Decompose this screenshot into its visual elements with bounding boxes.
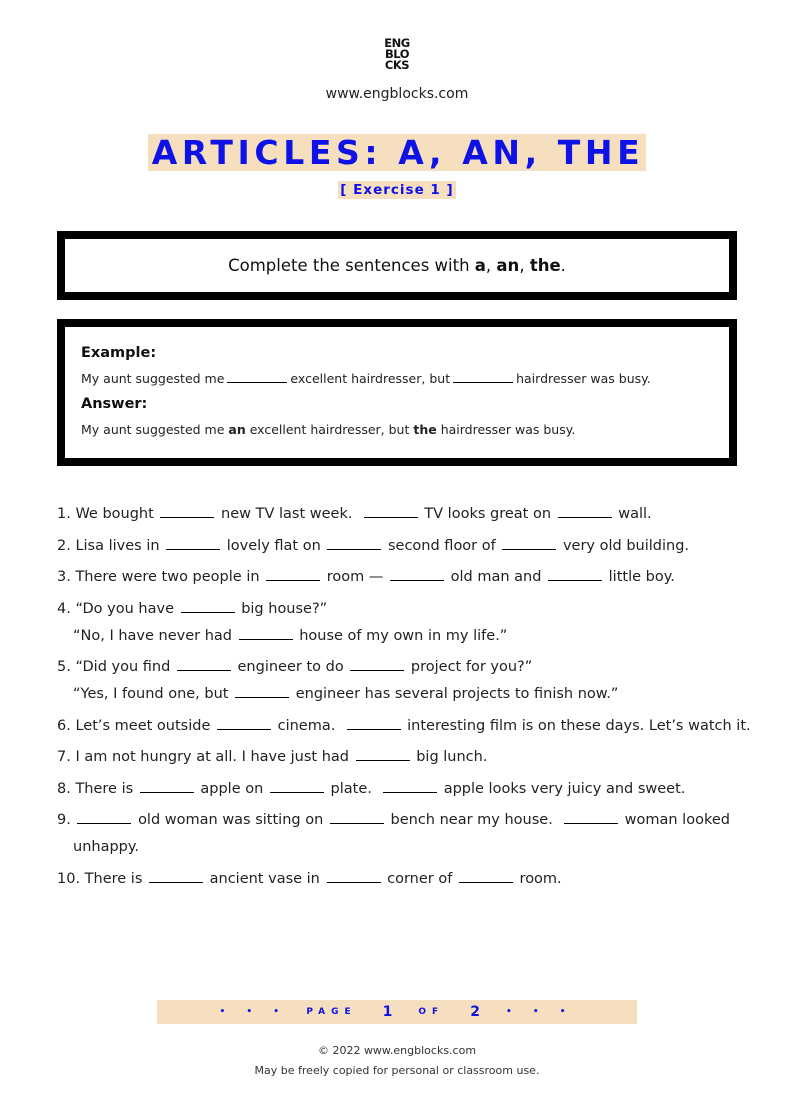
question-5: 5. “Did you find engineer to do project for you?” “Yes, I found one, but engineer has several projects to finish now.” <box>57 656 757 705</box>
page-title: ARTICLES: A, AN, THE <box>148 134 647 171</box>
engblocks-logo: ENG BLO CKS <box>384 36 410 72</box>
question-4-continued: “No, I have never had house of my own in my life.” <box>73 627 508 644</box>
blank-line <box>453 371 513 383</box>
example-sentence: My aunt suggested me excellent hairdresser, but hairdresser was busy. <box>81 371 651 386</box>
instruction-text: Complete the sentences with a, an, the. <box>228 256 566 275</box>
blank-line <box>227 371 287 383</box>
blank-line[interactable] <box>177 657 231 671</box>
question-list <box>57 503 757 899</box>
question-3: 3. There were two people in room — old man and little boy. <box>57 569 675 585</box>
blank-line[interactable] <box>390 567 444 581</box>
blank-line[interactable] <box>364 504 418 518</box>
blank-line[interactable] <box>160 504 214 518</box>
answer-sentence: My aunt suggested me an excellent hairdresser, but the hairdresser was busy. <box>81 422 576 437</box>
blank-line[interactable] <box>327 869 381 883</box>
copyright-text: © 2022 www.engblocks.com <box>317 1044 477 1057</box>
question-7: 7. I am not hungry at all. I have just had big lunch. <box>57 749 488 765</box>
question-10: 10. There is ancient vase in corner of room. <box>57 870 562 887</box>
blank-line[interactable] <box>217 716 271 730</box>
blank-line[interactable] <box>270 779 324 793</box>
blank-line[interactable] <box>235 684 289 698</box>
blank-line[interactable] <box>548 567 602 581</box>
blank-line[interactable] <box>166 536 220 550</box>
example-label: Example: <box>81 345 157 361</box>
question-2: 2. Lisa lives in lovely flat on second floor of very old building. <box>57 537 690 554</box>
blank-line[interactable] <box>350 657 404 671</box>
page-indicator: • • • PAGE 1 OF 2 • • • <box>157 1000 637 1024</box>
question-9-continued: unhappy. <box>73 839 139 855</box>
site-url[interactable]: www.engblocks.com <box>325 86 469 102</box>
question-8: 8. There is apple on plate. apple looks very juicy and sweet. <box>57 780 686 797</box>
question-9: 9. old woman was sitting on bench near my house. woman looked unhappy. <box>57 809 757 858</box>
question-1: 1. We bought new TV last week. TV looks great on wall. <box>57 506 652 522</box>
blank-line[interactable] <box>564 810 618 824</box>
blank-line[interactable] <box>181 599 235 613</box>
total-page-number: 2 <box>470 1004 480 1020</box>
blank-line[interactable] <box>347 716 401 730</box>
usage-note: May be freely copied for personal or classroom use. <box>254 1064 540 1077</box>
blank-line[interactable] <box>266 567 320 581</box>
blank-line[interactable] <box>140 779 194 793</box>
example-box <box>57 319 737 466</box>
instruction-box <box>57 231 737 300</box>
question-4: 4. “Do you have big house?” “No, I have never had house of my own in my life.” <box>57 598 757 647</box>
blank-line[interactable] <box>383 779 437 793</box>
current-page-number: 1 <box>382 1004 393 1020</box>
blank-line[interactable] <box>239 626 293 640</box>
blank-line[interactable] <box>558 504 612 518</box>
blank-line[interactable] <box>327 536 381 550</box>
blank-line[interactable] <box>459 869 513 883</box>
blank-line[interactable] <box>77 810 131 824</box>
question-5-continued: “Yes, I found one, but engineer has several projects to finish now.” <box>73 686 619 702</box>
exercise-subtitle: [ Exercise 1 ] <box>340 182 454 198</box>
answer-label: Answer: <box>81 396 148 412</box>
blank-line[interactable] <box>356 747 410 761</box>
question-6: 6. Let’s meet outside cinema. interesting film is on these days. Let’s watch it. <box>57 717 751 734</box>
blank-line[interactable] <box>330 810 384 824</box>
blank-line[interactable] <box>149 869 203 883</box>
blank-line[interactable] <box>502 536 556 550</box>
